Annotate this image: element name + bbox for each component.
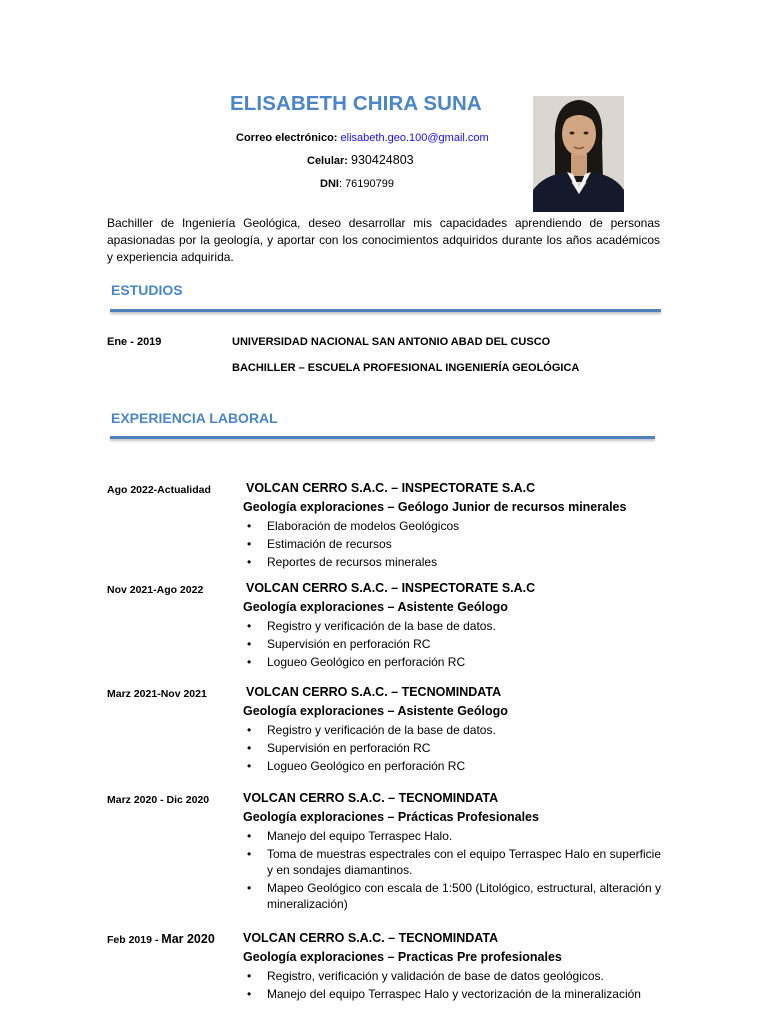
job-company: VOLCAN CERRO S.A.C. – TECNOMINDATA [243, 931, 499, 945]
job-tasks [243, 518, 661, 572]
job-company: VOLCAN CERRO S.A.C. – INSPECTORATE S.A.C [246, 581, 536, 595]
education-date: Ene - 2019 [107, 336, 162, 348]
job-company: VOLCAN CERRO S.A.C. – TECNOMINDATA [246, 685, 502, 699]
dni-line [320, 178, 394, 190]
job-task: • Manejo del equipo Terraspec Halo. [243, 828, 661, 844]
job-task: • Registro, verificación y validación de base de datos geológicos. [243, 968, 673, 984]
dni-label: DNI [320, 178, 339, 190]
education-degree: BACHILLER – ESCUELA PROFESIONAL INGENIERÍA GEOLÓGICA [232, 362, 580, 374]
phone-value: 930424803 [351, 153, 414, 167]
section-divider-experience [110, 436, 655, 439]
job-role: Geología exploraciones – Prácticas Profesionales [243, 810, 539, 824]
profile-photo [533, 96, 624, 212]
job-tasks [243, 722, 661, 776]
job-date: Marz 2020 - Dic 2020 [107, 794, 210, 806]
job-date: Ago 2022-Actualidad [107, 484, 211, 496]
candidate-name: ELISABETH CHIRA SUNA [230, 92, 482, 115]
job-task: • Registro y verificación de la base de datos. [243, 618, 661, 634]
job-task: • Manejo del equipo Terraspec Halo y vectorización de la mineralización [243, 986, 673, 1002]
job-task: • Supervisión en perforación RC [243, 740, 661, 756]
job-date: Nov 2021-Ago 2022 [107, 584, 204, 596]
email-link[interactable]: elisabeth.geo.100@gmail.com [340, 132, 489, 144]
professional-summary: Bachiller de Ingeniería Geológica, deseo desarrollar mis capacidades aprendiendo de personas apasionadas por la geología, y aportar con los conocimientos adquiridos durante los años académicos y experiencia adquirida. [107, 216, 660, 264]
profile-photo-image [533, 96, 624, 212]
section-divider-education [110, 309, 661, 312]
job-tasks [243, 828, 661, 914]
job-task: • Registro y verificación de la base de datos. [243, 722, 661, 738]
job-role: Geología exploraciones – Asistente Geólogo [243, 704, 508, 718]
job-tasks [243, 968, 673, 1004]
job-role: Geología exploraciones – Practicas Pre profesionales [243, 950, 562, 964]
job-task: • Logueo Geológico en perforación RC [243, 758, 661, 774]
email-line [236, 132, 489, 144]
job-task: • Estimación de recursos [243, 536, 661, 552]
job-company: VOLCAN CERRO S.A.C. – INSPECTORATE S.A.C [246, 481, 536, 495]
job-company: VOLCAN CERRO S.A.C. – TECNOMINDATA [243, 791, 499, 805]
job-tasks [243, 618, 661, 672]
email-label: Correo electrónico: [236, 132, 338, 144]
job-task: • Logueo Geológico en perforación RC [243, 654, 661, 670]
phone-label: Celular: [307, 155, 348, 167]
job-task: • Elaboración de modelos Geológicos [243, 518, 661, 534]
job-task: • Supervisión en perforación RC [243, 636, 661, 652]
job-role: Geología exploraciones – Geólogo Junior de recursos minerales [243, 500, 627, 514]
job-date-end: Mar 2020 [161, 932, 215, 946]
job-task: • Reportes de recursos minerales [243, 554, 661, 570]
dni-value: : 76190799 [338, 178, 395, 190]
education-institution: UNIVERSIDAD NACIONAL SAN ANTONIO ABAD DEL CUSCO [232, 336, 551, 348]
job-date [107, 932, 215, 946]
phone-line [307, 153, 414, 167]
job-date: Marz 2021-Nov 2021 [107, 688, 207, 700]
job-task: • Mapeo Geológico con escala de 1:500 (Litológico, estructural, alteración y mineralización) [243, 880, 661, 912]
section-title-experience: EXPERIENCIA LABORAL [111, 410, 278, 426]
section-title-education: ESTUDIOS [111, 282, 183, 298]
job-role: Geología exploraciones – Asistente Geólogo [243, 600, 508, 614]
job-task: • Toma de muestras espectrales con el equipo Terraspec Halo en superficie y en sondajes diamantinos. [243, 846, 661, 878]
job-date-start: Feb 2019 - [107, 934, 162, 946]
